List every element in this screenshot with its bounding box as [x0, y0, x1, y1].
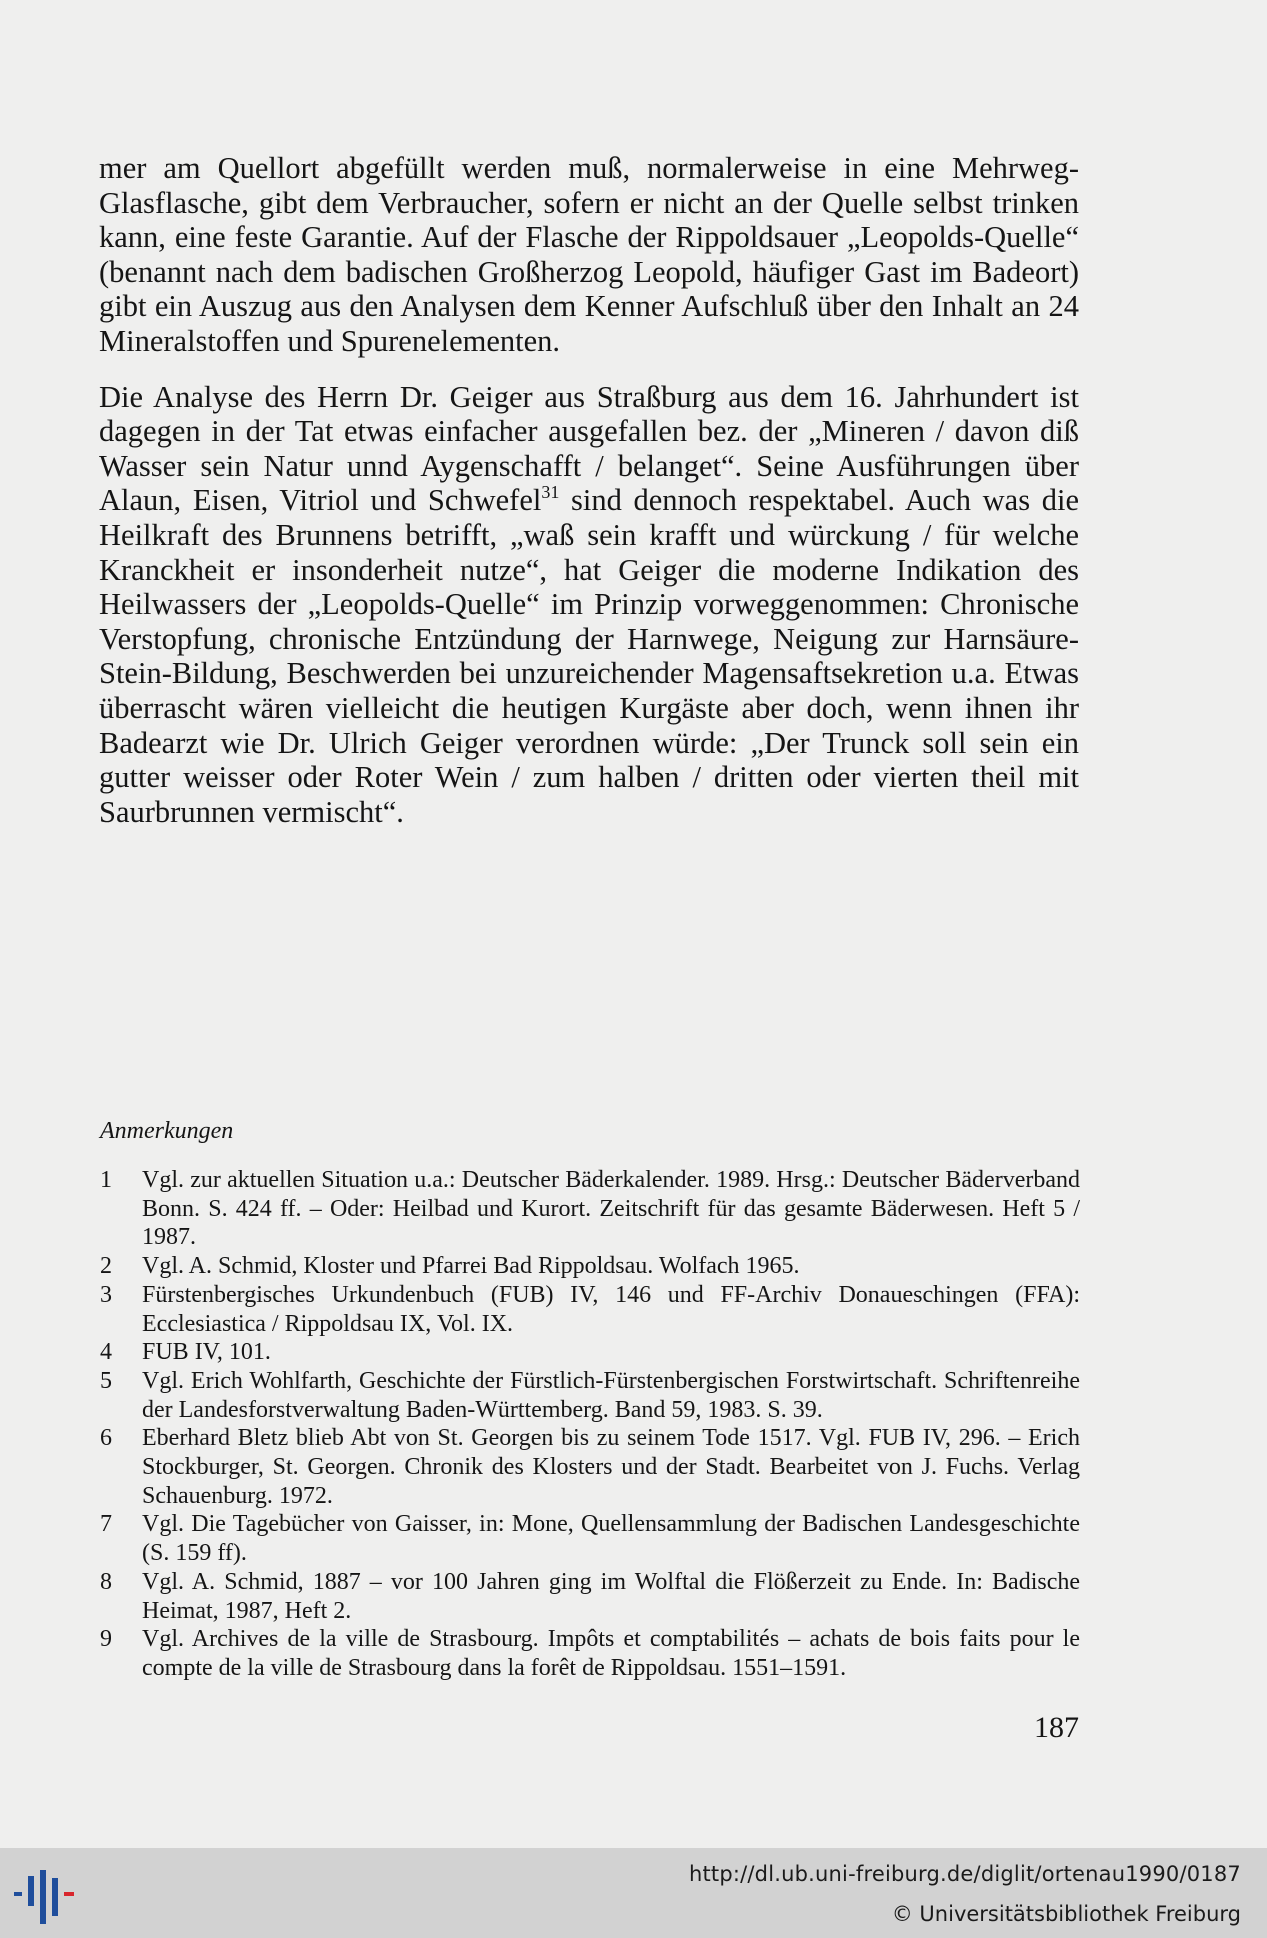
note-item	[100, 1281, 1080, 1338]
note-item	[100, 1166, 1080, 1252]
note-number: 7	[100, 1511, 112, 1538]
notes-list	[100, 1166, 1080, 1683]
note-item	[100, 1510, 1080, 1567]
note-text: Vgl. Erich Wohlfarth, Geschichte der Fürstlich-Fürstenbergischen Forstwirtschaft. Schriftenreihe der Landesforstverwaltung Baden-Württemberg. Band 59, 1983. S. 39.	[142, 1367, 1080, 1423]
note-text: Eberhard Bletz blieb Abt von St. Georgen bis zu seinem Tode 1517. Vgl. FUB IV, 296. – Erich Stockburger, St. Georgen. Chronik des Klosters und der Stadt. Bearbeitet von J. Fuchs. Verlag Schauenburg. 1972.	[142, 1425, 1080, 1509]
ub-freiburg-logo-icon[interactable]	[14, 1864, 84, 1926]
notes-heading: Anmerkungen	[100, 1118, 234, 1144]
logo-bar-3	[52, 1878, 58, 1916]
note-number: 6	[100, 1425, 112, 1452]
note-text: Vgl. zur aktuellen Situation u.a.: Deutscher Bäderkalender. 1989. Hrsg.: Deutscher Bäderverband Bonn. S. 424 ff. – Oder: Heilbad und Kurort. Zeitschrift für das gesamte Bäderwesen. Heft 5 / 1987.	[142, 1167, 1080, 1251]
note-number: 3	[100, 1281, 112, 1308]
footer-url-link[interactable]: http://dl.ub.uni-freiburg.de/diglit/ortenau1990/0187	[688, 1862, 1241, 1886]
paragraph-2-part-1: Die Analyse des Herrn Dr. Geiger aus Straßburg aus dem 16. Jahrhundert ist dagegen in der Tat etwas einfacher ausgefallen bez. der „Mineren / davon diß Wasser sein Natur unnd Aygenschafft / belanget“. Seine Ausführungen über Alaun, Eisen, Vitriol und Schwefel	[99, 379, 1079, 518]
note-text: Vgl. Die Tagebücher von Gaisser, in: Mone, Quellensammlung der Badischen Landesgeschichte (S. 159 ff).	[142, 1511, 1080, 1567]
note-item	[100, 1424, 1080, 1510]
paragraph-2-part-2: sind dennoch respektabel. Auch was die Heilkraft des Brunnens betrifft, „waß sein krafft und würckung / für welche Kranckheit er insonderheit nutze“, hat Geiger die moderne Indikation des Heilwassers der „Leopolds-Quelle“ im Prinzip vorweggenommen: Chronische Verstopfung, chronische Entzündung der Harnwege, Neigung zur Harnsäure-Stein-Bildung, Beschwerden bei unzureichender Magensaftsekretion u.a. Etwas überrascht wären vielleicht die heutigen Kurgäste aber doch, wenn ihnen ihr Badearzt wie Dr. Ulrich Geiger verordnen würde: „Der Trunck soll sein ein gutter weisser oder Roter Wein / zum halben / dritten oder vierten theil mit Saurbrunnen vermischt“.	[99, 483, 1079, 829]
note-number: 1	[100, 1167, 112, 1193]
logo-bar-2	[40, 1870, 46, 1924]
note-number: 5	[100, 1367, 112, 1394]
paragraph-2	[99, 380, 1079, 830]
logo-bar-1	[28, 1876, 34, 1906]
note-item	[100, 1625, 1080, 1682]
note-text: Vgl. A. Schmid, Kloster und Pfarrei Bad Rippoldsau. Wolfach 1965.	[142, 1253, 800, 1280]
note-item	[100, 1367, 1080, 1424]
note-text: Vgl. A. Schmid, 1887 – vor 100 Jahren ging im Wolftal die Flößerzeit zu Ende. In: Badische Heimat, 1987, Heft 2.	[142, 1568, 1080, 1624]
note-item	[100, 1252, 1080, 1281]
logo-bar-right	[64, 1892, 74, 1896]
footer-copyright: © Universitätsbibliothek Freiburg	[891, 1902, 1241, 1926]
paragraph-1: mer am Quellort abgefüllt werden muß, normalerweise in eine Mehrweg-Glasflasche, gibt dem Verbraucher, sofern er nicht an der Quelle selbst trinken kann, eine feste Garantie. Auf der Flasche der Rippoldsauer „Leopolds-Quelle“ (benannt nach dem badischen Großherzog Leopold, häufiger Gast im Badeort) gibt ein Auszug aus den Analysen dem Kenner Aufschluß über den Inhalt an 24 Mineralstoffen und Spurenelementen.	[99, 151, 1079, 358]
note-number: 9	[100, 1626, 112, 1653]
note-number: 2	[100, 1253, 112, 1280]
note-item	[100, 1338, 1080, 1367]
note-text: FUB IV, 101.	[142, 1339, 271, 1366]
note-number: 4	[100, 1339, 112, 1366]
page-number: 187	[1034, 1711, 1079, 1744]
note-text: Fürstenbergisches Urkundenbuch (FUB) IV, 146 und FF-Archiv Donaueschingen (FFA): Ecclesiastica / Rippoldsau IX, Vol. IX.	[142, 1281, 1080, 1337]
note-number: 8	[100, 1568, 112, 1595]
note-text: Vgl. Archives de la ville de Strasbourg. Impôts et comptabilités – achats de bois faits pour le compte de la ville de Strasbourg dans la forêt de Rippoldsau. 1551–1591.	[142, 1626, 1080, 1681]
footer-bar	[0, 1848, 1267, 1938]
note-item	[100, 1568, 1080, 1625]
logo-bar-left	[14, 1892, 22, 1896]
footnote-reference[interactable]: 31	[541, 482, 560, 503]
main-text	[99, 151, 1079, 829]
